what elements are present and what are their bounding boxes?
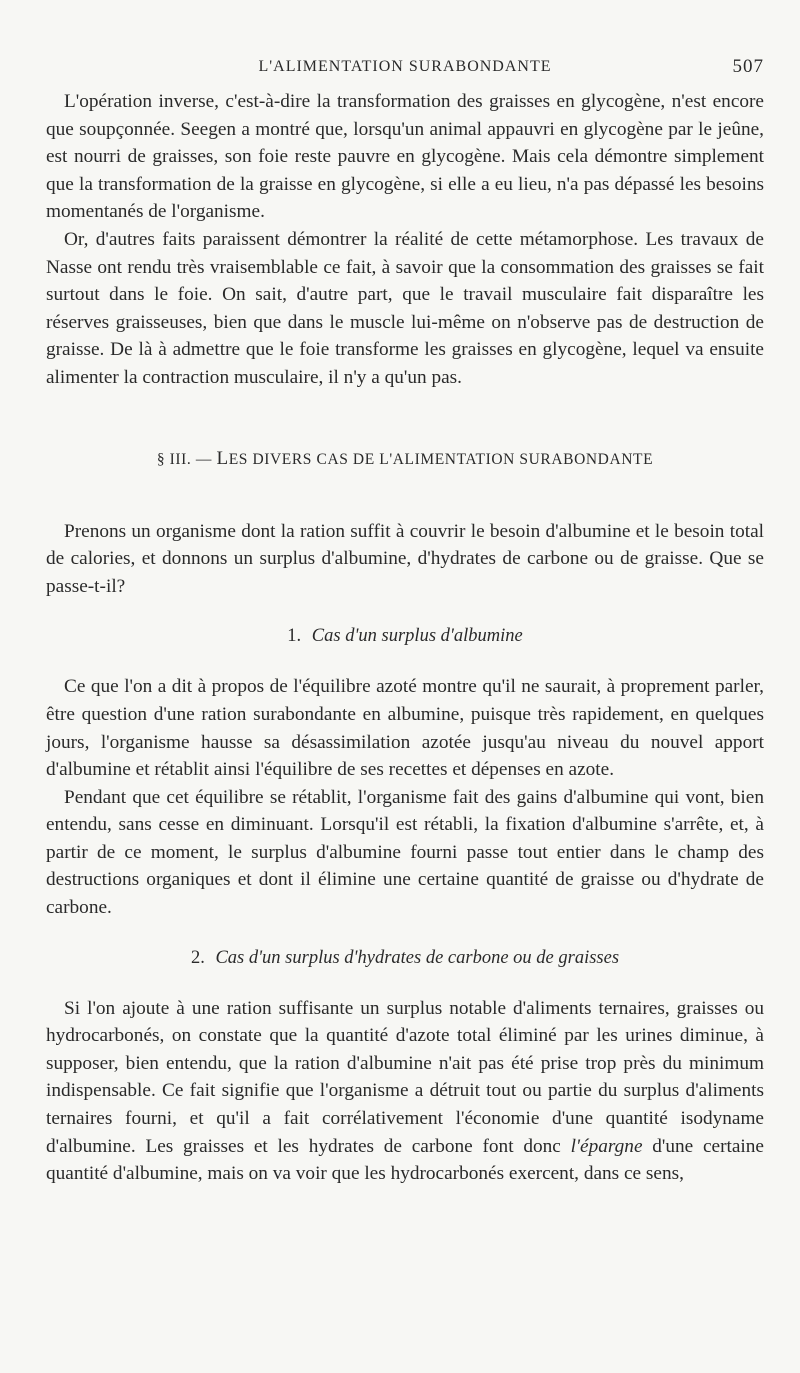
subsection-2-title: Cas d'un surplus d'hydrates de carbone ou de graisses xyxy=(215,947,620,968)
running-header xyxy=(46,52,764,80)
page xyxy=(46,52,764,1188)
section-title-rest: ES DIVERS CAS DE L'ALIMENTATION SURABONDANTE xyxy=(228,450,654,468)
section-number: § III. — xyxy=(156,450,212,468)
subsection-1-heading xyxy=(46,626,764,647)
subsection-1-title: Cas d'un surplus d'albumine xyxy=(311,626,523,647)
paragraph-sub2-part2: d'une certaine quantité d'albumine, mais on va voir que les hydrocarbonés exercent, dans ce sens, xyxy=(46,1135,764,1185)
paragraph-intro-1: L'opération inverse, c'est-à-dire la transformation des graisses en glycogène, n'est encore que soupçonnée. Seegen a montré que, lorsqu'un animal appauvri en glycogène par le jeûne, est nourri de graisses, son foie reste pauvre en glycogène. Mais cela démontre simplement que la transformation de la graisse en glycogène, si elle a eu lieu, n'a pas dépassé les besoins momentanés de l'organisme. xyxy=(46,91,764,223)
subsection-2-heading xyxy=(46,948,764,969)
subsection-1-number: 1. xyxy=(287,626,302,647)
paragraph-sub2-emphasis: l'épargne xyxy=(570,1135,643,1157)
section-heading xyxy=(46,448,764,470)
paragraph-intro-2: Or, d'autres faits paraissent démontrer la réalité de cette métamorphose. Les travaux de Nasse ont rendu très vraisemblable ce fait, à savoir que la consommation des graisses se fait surtout dans le foie. On sait, d'autre part, que le travail musculaire fait disparaître les réserves graisseuses, bien que dans le muscle lui-même on n'observe pas de destruction de graisse. De là à admettre que le foie transforme les graisses en glycogène, lequel va ensuite alimenter la contraction musculaire, il n'y a qu'un pas. xyxy=(46,228,764,388)
paragraph-sub1-2: Pendant que cet équilibre se rétablit, l'organisme fait des gains d'albumine qui vont, bien entendu, sans cesse en diminuant. Lorsqu'il est rétabli, la fixation d'albumine s'arrête, et, à partir de ce moment, le surplus d'albumine fourni passe tout entier dans le champ des destructions organiques et dont il élimine une certaine quantité de graisse ou d'hydrate de carbone. xyxy=(46,786,764,919)
paragraph-section-intro: Prenons un organisme dont la ration suffit à couvrir le besoin d'albumine et le besoin total de calories, et donnons un surplus d'albumine, d'hydrates de carbone ou de graisse. Que se passe-t-il? xyxy=(46,520,764,597)
paragraph-sub2-part1: Si l'on ajoute à une ration suffisante un surplus notable d'aliments ternaires, graisses ou hydrocarbonés, on constate que la quantité d'azote total éliminé par les urines diminue, à supposer, bien entendu, que la ration d'albumine n'ait pas été prise trop près du minimum indispensable. Ce fait signifie que l'organisme a détruit tout ou partie du surplus d'aliments ternaires fourni, et qu'il a fait corrélativement l'économie d'une quantité isodyname d'albumine. Les graisses et les hydrates de carbone font donc xyxy=(46,997,764,1157)
paragraph-sub1-1: Ce que l'on a dit à propos de l'équilibre azoté montre qu'il ne saurait, à proprement parler, être question d'une ration surabondante en albumine, puisque très rapidement, en quelques jours, l'organisme hausse sa désassimilation azotée jusqu'au niveau du nouvel apport d'albumine et rétablit ainsi l'équilibre de ses recettes et dépenses en azote. xyxy=(46,676,764,781)
page-number: 507 xyxy=(732,56,764,77)
section-title-initial: L xyxy=(216,447,229,469)
subsection-2-number: 2. xyxy=(190,947,205,968)
running-title: L'ALIMENTATION SURABONDANTE xyxy=(258,58,552,75)
paragraph-sub2-1 xyxy=(46,995,764,1188)
